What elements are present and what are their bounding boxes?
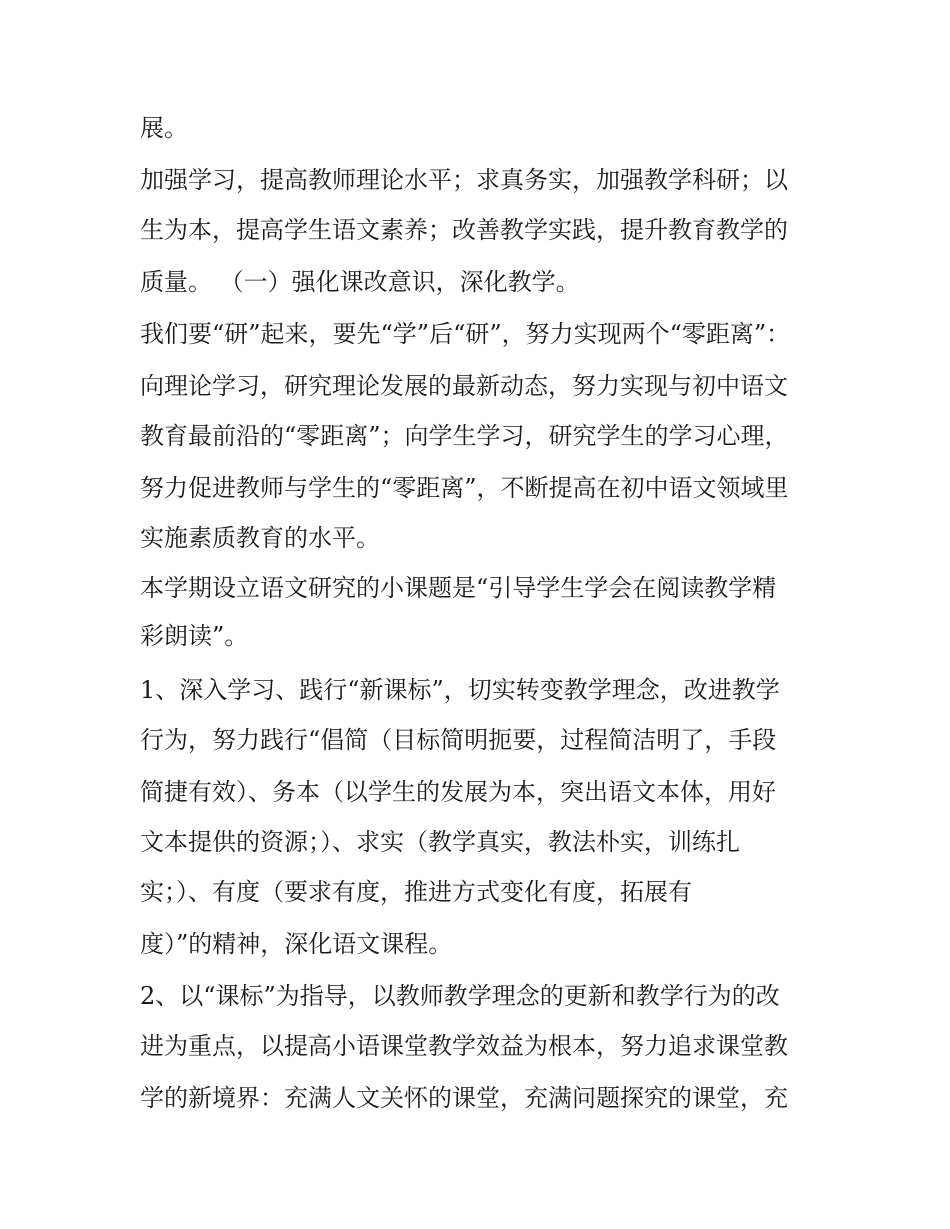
text-line: 生为本，提高学生语文素养；改善教学实践，提升教育教学的 xyxy=(140,216,788,244)
text-line: 1、深入学习、践行“新课标”，切实转变教学理念，改进教学 xyxy=(140,676,780,704)
text-line: 质量。 （一）强化课改意识，深化教学。 xyxy=(140,268,580,296)
text-line: 文本提供的资源；）、求实（教学真实，教法朴实，训练扎 xyxy=(140,828,740,856)
text-line: 学的新境界：充满人文关怀的课堂，充满问题探究的课堂，充 xyxy=(140,1084,788,1112)
text-line: 努力促进教师与学生的“零距离”，不断提高在初中语文领域里 xyxy=(140,474,789,502)
text-line: 度）”的精神，深化语文课程。 xyxy=(140,930,453,958)
text-line: 2、以“课标”为指导，以教师教学理念的更新和教学行为的改 xyxy=(140,982,780,1010)
text-line: 教育最前沿的“零距离”；向学生学习，研究学生的学习心理， xyxy=(140,422,789,450)
text-line: 实施素质教育的水平。 xyxy=(140,524,380,552)
text-line: 向理论学习，研究理论发展的最新动态，努力实现与初中语文 xyxy=(140,372,788,400)
text-line: 我们要“研”起来，要先“学”后“研”，努力实现两个“零距离”： xyxy=(140,320,791,348)
text-line: 加强学习，提高教师理论水平；求真务实，加强教学科研；以 xyxy=(140,166,788,194)
text-line: 展。 xyxy=(140,114,188,142)
text-line: 简捷有效）、务本（以学生的发展为本，突出语文本体，用好 xyxy=(140,778,776,806)
text-line: 实；）、有度（要求有度，推进方式变化有度，拓展有 xyxy=(140,878,692,906)
text-line: 彩朗读”。 xyxy=(140,622,249,650)
text-line: 行为，努力践行“倡简（目标简明扼要，过程简洁明了，手段 xyxy=(140,726,777,754)
text-line: 本学期设立语文研究的小课题是“引导学生学会在阅读教学精 xyxy=(140,574,777,602)
text-line: 进为重点，以提高小语课堂教学效益为根本，努力追求课堂教 xyxy=(140,1032,788,1060)
